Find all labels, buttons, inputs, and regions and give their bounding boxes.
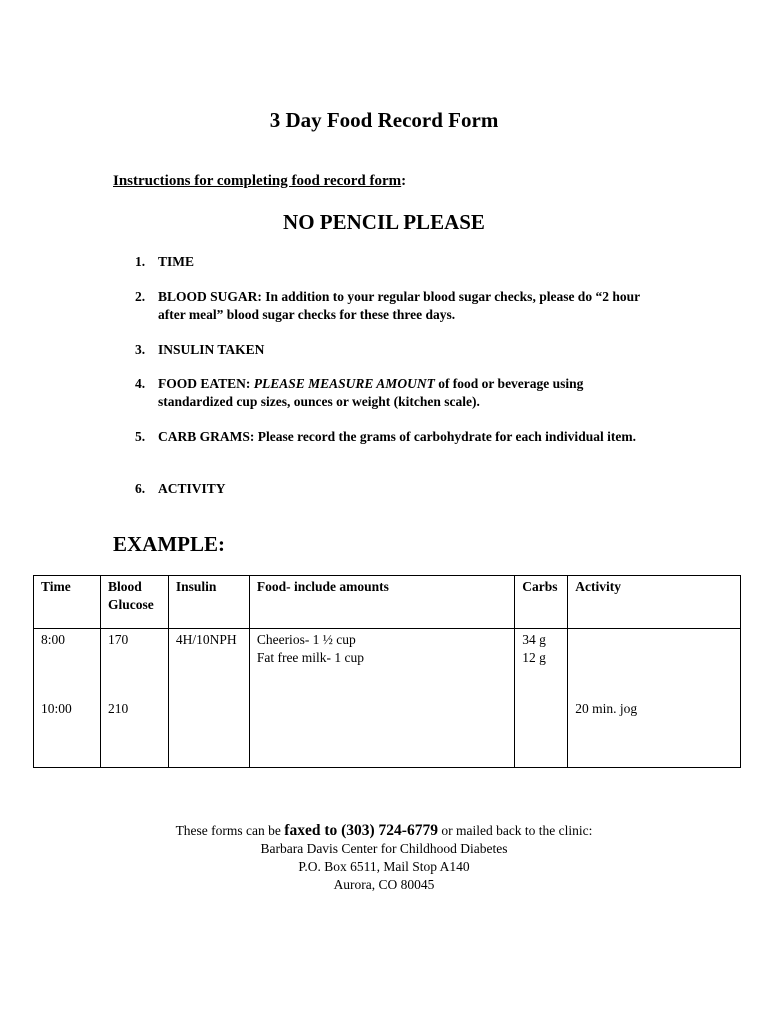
table-row xyxy=(34,629,741,768)
cell-glucose xyxy=(100,629,168,768)
list-number: 6. xyxy=(135,481,146,496)
instructions-heading-colon: : xyxy=(401,173,407,189)
list-number: 4. xyxy=(135,376,146,391)
footer-fax-post: or mailed back to the clinic: xyxy=(437,823,593,838)
list-text: BLOOD SUGAR: In addition to your regular blood sugar checks, please do “2 hour after meal” blood sugar checks for these three days. xyxy=(158,289,640,322)
carb-entry: 12 g xyxy=(522,649,546,665)
fax-number: faxed to (303) 724-6779 xyxy=(284,822,438,839)
list-text xyxy=(158,375,658,410)
header-food: Food- include amounts xyxy=(249,576,514,629)
footer-contact xyxy=(0,822,768,894)
footer-line-fax xyxy=(0,822,768,840)
clinic-city: Aurora, CO 80045 xyxy=(333,877,435,892)
list-number: 5. xyxy=(135,429,146,444)
header-time: Time xyxy=(34,576,101,629)
list-text: ACTIVITY xyxy=(158,481,226,496)
food-eaten-prefix: FOOD EATEN: xyxy=(158,376,254,391)
no-pencil-notice: NO PENCIL PLEASE xyxy=(283,210,485,234)
clinic-name: Barbara Davis Center for Childhood Diabetes xyxy=(260,841,508,856)
activity-entry: 20 min. jog xyxy=(575,701,638,716)
cell-food xyxy=(249,629,514,768)
header-carbs: Carbs xyxy=(515,576,568,629)
food-entry: Cheerios- 1 ½ cup xyxy=(256,632,356,647)
cell-carbs xyxy=(515,629,568,768)
food-eaten-suffix: of food or beverage using standardized cup sizes, ounces or weight (kitchen scale). xyxy=(158,376,584,409)
cell-time xyxy=(34,629,101,768)
instructions-heading xyxy=(113,173,406,190)
time-entry: 8:00 xyxy=(41,632,66,647)
table-header-row xyxy=(34,576,741,629)
glucose-entry: 170 xyxy=(107,632,129,647)
list-text: INSULIN TAKEN xyxy=(158,342,265,357)
insulin-entry: 4H/10NPH xyxy=(175,632,237,647)
cell-insulin xyxy=(168,629,249,768)
time-entry: 10:00 xyxy=(41,701,72,716)
food-entries xyxy=(257,631,364,666)
list-text: CARB GRAMS: Please record the grams of carbohydrate for each individual item. xyxy=(158,429,636,444)
food-entry: Fat free milk- 1 cup xyxy=(256,649,365,665)
example-table xyxy=(33,575,741,768)
carb-entry: 34 g xyxy=(522,632,546,647)
header-activity: Activity xyxy=(568,576,741,629)
header-insulin: Insulin xyxy=(168,576,249,629)
example-label: EXAMPLE: xyxy=(113,532,225,556)
list-number: 3. xyxy=(135,342,146,357)
carb-entries xyxy=(522,631,546,666)
list-text: TIME xyxy=(158,254,195,269)
list-number: 2. xyxy=(135,289,146,304)
footer-fax-pre: These forms can be xyxy=(175,823,285,838)
header-blood-glucose: Blood Glucose xyxy=(100,576,168,629)
page-title: 3 Day Food Record Form xyxy=(269,108,499,132)
list-number: 1. xyxy=(135,254,146,269)
clinic-po-box: P.O. Box 6511, Mail Stop A140 xyxy=(298,859,470,874)
cell-activity xyxy=(568,629,741,768)
instructions-heading-text: Instructions for completing food record form xyxy=(113,173,402,189)
glucose-entry: 210 xyxy=(107,701,129,716)
measure-amount-emphasis: PLEASE MEASURE AMOUNT xyxy=(253,376,435,391)
